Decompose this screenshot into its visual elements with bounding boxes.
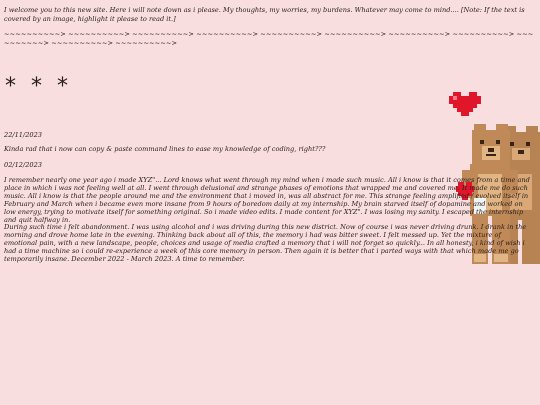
entry-paragraph: I remember nearly one year ago i made XYZ"... Lord knows what went through my mind when i made such music. All i know is that it comes from a time and place in which i was not feeling well at all. I went through delusional and strange phases of emotions that wrapped me and covered me. It made me do such music. All i know is that the people around me and the environment that i moved in, was all abstract for me. This strange feeling amplified / evolved itself in February and March when i became even more insane from 9 hours of boredom daily at my internship. My brain starved itself of dopamine and worked on low energy, trying to motivate itself for something original. So i made video edits. I made content for XYZ". I was losing my sanity. I escaped the internship and quit halfway in. [4, 176, 530, 225]
star-separator: * * * [5, 74, 72, 99]
welcome-text: I welcome you to this new site. Here i will note down as i please. My thoughts, my worries, my burdens. Whatever may come to mind.... [Note: If the text is covered by an image, highlight it please to read it.] [4, 6, 525, 23]
pixel-heart-icon [449, 92, 481, 116]
entry-date: 02/12/2023 [4, 161, 43, 169]
tilde-divider: ~~~~~~~~~~> ~~~~~~~~~~> ~~~~~~~~~~> ~~~~~~~~~~> ~~~~~~~~~~> ~~~~~~~~~~> ~~~~~~~~~~> ~~~~~~~~~~> ~~~~~~~~~~> ~~~~~~~~~~> ~~~~~~~~~~> [4, 30, 534, 47]
entry-text: Kinda rad that i now can copy & paste command lines to ease my knowledge of coding, right??? [4, 145, 326, 153]
entry-date: 22/11/2023 [4, 131, 43, 139]
entry-paragraph: During such time i felt abandonment. I was using alcohol and i was driving during this new district. Now of course i was never driving drunk. I drank in the morning and drove home late in the evening. Thinking back about all of this, the memory i had was bitter sweet. I felt messed up. Yet the mixture of emotional pain, with a new landscape, people, choices and usage of media crafted a memory that i will not forget so quickly... In all honesty, i kind of wish i had a time machine so i could re-experience a week of this core memory in person. Then again it is better that i parted ways with that which made me go temporarily insane. December 2022 - March 2023. A time to remember. [4, 223, 527, 264]
